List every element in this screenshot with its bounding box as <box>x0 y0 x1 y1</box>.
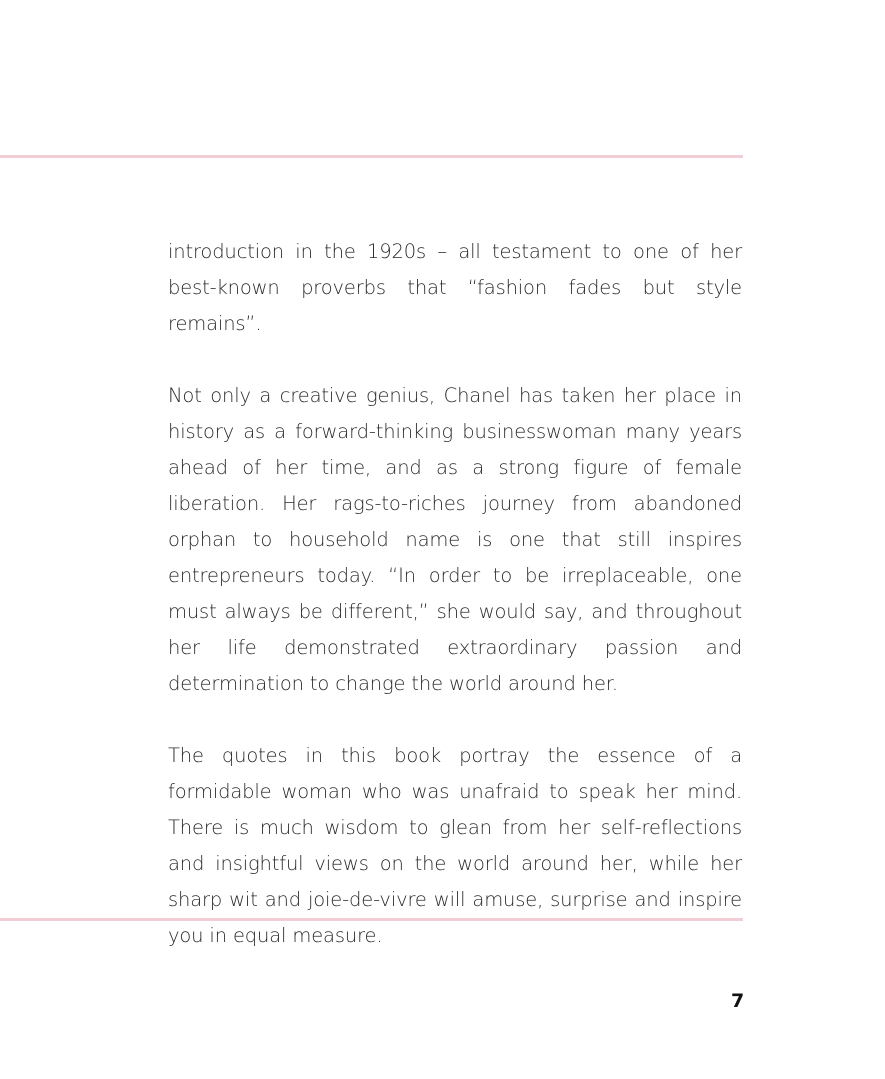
bottom-divider-rule <box>0 918 743 921</box>
page-number: 7 <box>731 990 745 1012</box>
paragraph-1: introduction in the 1920s – all testament to one of her best-known proverbs that “fashion fades but style remains”. <box>168 240 742 335</box>
body-text <box>168 234 742 954</box>
top-divider-rule <box>0 155 743 158</box>
paragraph-3: The quotes in this book portray the essence of a formidable woman who was unafraid to speak her mind. There is much wisdom to glean from her self-reflections and insightful views on the world around her, while her sharp wit and joie-de-vivre will amuse, surprise and inspire you in equal measure. <box>168 744 742 947</box>
paragraph-2: Not only a creative genius, Chanel has taken her place in history as a forward-thinking businesswoman many years ahead of her time, and as a strong figure of female liberation. Her rags-to-riches journey from abandoned orphan to household name is one that still inspires entrepreneurs today. “In order to be irreplaceable, one must always be different,” she would say, and throughout her life demonstrated extraordinary passion and determination to change the world around her. <box>168 384 742 695</box>
